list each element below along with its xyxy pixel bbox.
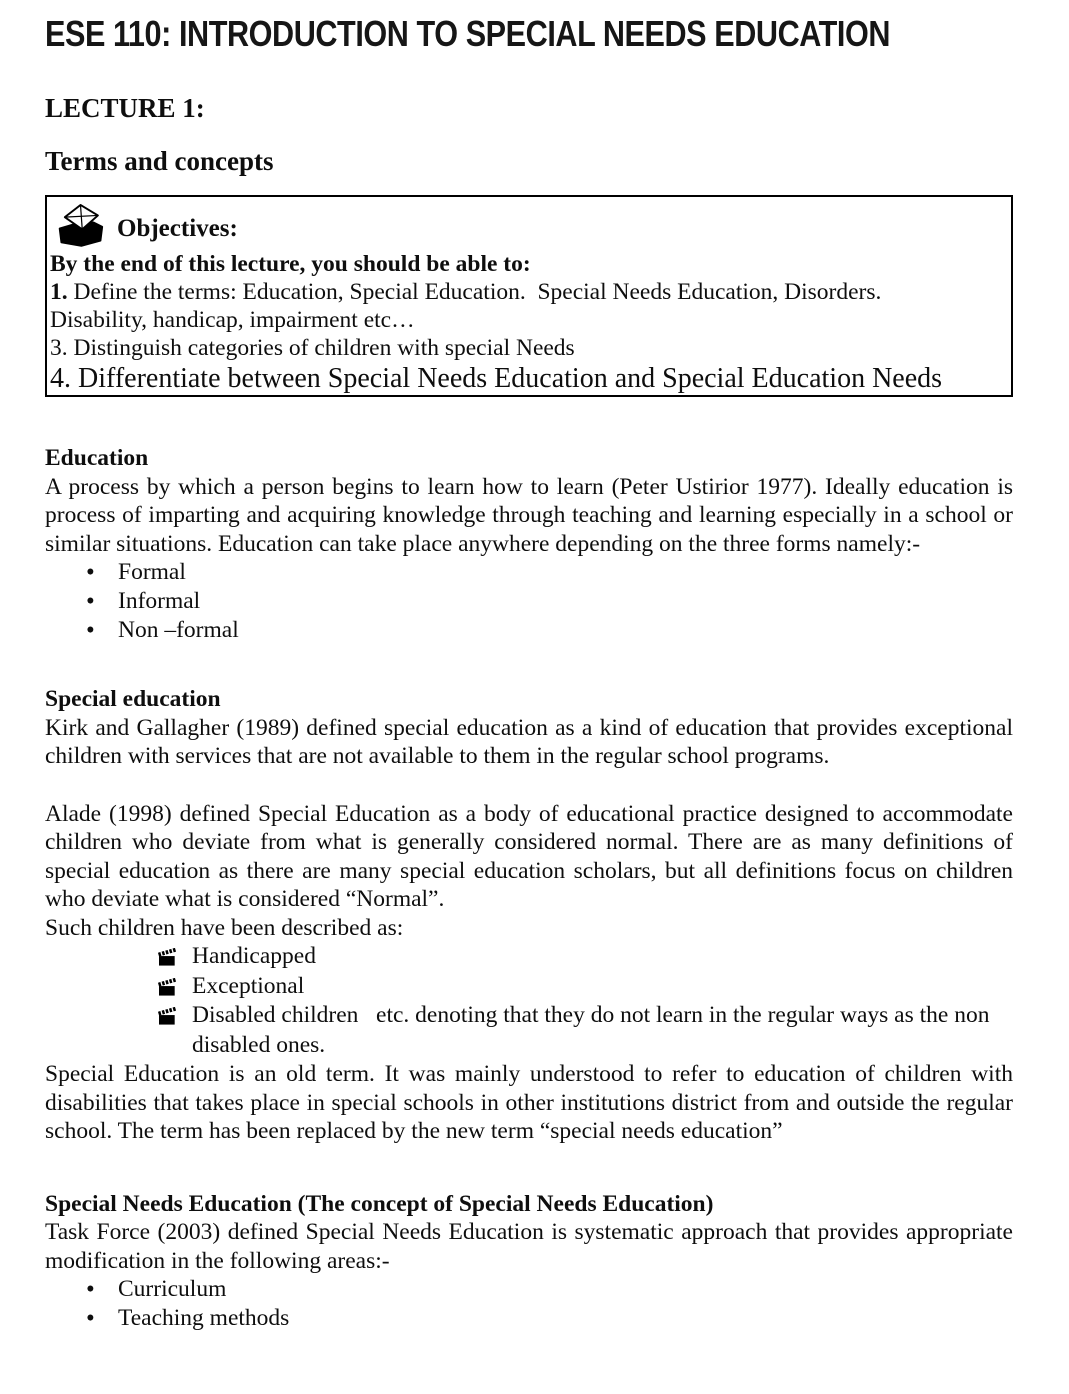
- objective-item: [50, 278, 1007, 306]
- objective-item: 4. Differentiate between Special Needs Education and Special Education Needs: [50, 363, 943, 394]
- list-item: [45, 1304, 1013, 1333]
- special-education-paragraph-2: Alade (1998) defined Special Education as a body of educational practice designed to accommodate children who deviate from what is generally considered normal. There are as many definitions of special education as there are many special education scholars, but all definitions focus on children who deviate what is considered “Normal”.: [45, 800, 1013, 912]
- list-item-label: Disabled children etc. denoting that they do not learn in the regular ways as the non disabled ones.: [192, 1002, 996, 1058]
- objective-number: 1.: [50, 279, 68, 305]
- special-needs-education-paragraph: Task Force (2003) defined Special Needs Education is systematic approach that provides appropriate modification in the following areas:-: [45, 1219, 1013, 1274]
- list-item-label: Handicapped: [192, 943, 316, 969]
- list-item: [45, 972, 1013, 1002]
- list-item-label: Exceptional: [192, 972, 305, 999]
- special-education-paragraph-1: Kirk and Gallagher (1989) defined special education as a kind of education that provides exceptional children with services that are not available to them in the regular school programs.: [45, 714, 1013, 769]
- list-item: [45, 587, 1013, 616]
- objectives-heading: Objectives:: [117, 214, 238, 242]
- ballot-box-icon: [57, 203, 104, 247]
- clapperboard-icon: [158, 1007, 179, 1026]
- lecture-heading: LECTURE 1:: [45, 93, 205, 123]
- section-special-needs-education: [45, 1190, 1013, 1334]
- bullet-icon: •: [86, 559, 95, 586]
- section-special-education: [45, 685, 1013, 1146]
- list-item-label: Informal: [118, 588, 201, 614]
- list-item-label: Curriculum: [118, 1276, 227, 1302]
- list-item: [45, 1001, 1013, 1060]
- objectives-box: [45, 195, 1013, 397]
- bullet-icon: •: [86, 617, 95, 644]
- list-item-label: Teaching methods: [118, 1305, 290, 1331]
- clapperboard-icon: [158, 948, 179, 967]
- objective-item: 3. Distinguish categories of children with special Needs: [50, 335, 575, 361]
- education-heading: Education: [45, 445, 149, 471]
- special-needs-education-heading: Special Needs Education (The concept of Special Needs Education): [45, 1190, 714, 1217]
- bullet-icon: •: [86, 1276, 95, 1303]
- objectives-intro: By the end of this lecture, you should be able to:: [50, 251, 531, 277]
- bullet-icon: •: [86, 1305, 95, 1332]
- list-item: [45, 942, 1013, 972]
- clapperboard-icon: [158, 978, 179, 997]
- terms-and-concepts-heading: Terms and concepts: [45, 146, 274, 176]
- list-item-label: Formal: [118, 559, 186, 585]
- list-item: [45, 1275, 1013, 1304]
- list-item: [45, 558, 1013, 587]
- described-as-intro: Such children have been described as:: [45, 914, 404, 941]
- bullet-icon: •: [86, 588, 95, 615]
- education-paragraph: A process by which a person begins to learn how to learn (Peter Ustirior 1977). Ideally education is process of imparting and acquiring knowledge through teaching and learning especially in a school or similar situations. Education can take place anywhere depending on the three forms namely:-: [45, 473, 1013, 557]
- list-item-label: Non –formal: [118, 617, 239, 643]
- section-education: [45, 444, 1013, 645]
- page-title: ESE 110: INTRODUCTION TO SPECIAL NEEDS EDUCATION: [45, 13, 891, 54]
- objective-item: Disability, handicap, impairment etc…: [50, 307, 415, 333]
- special-education-heading: Special education: [45, 686, 221, 712]
- objective-text: Define the terms: Education, Special Education. Special Needs Education, Disorders.: [67, 279, 882, 305]
- list-item: [45, 616, 1013, 645]
- special-education-paragraph-3: Special Education is an old term. It was mainly understood to refer to education of children with disabilities that takes place in special schools in other institutions district from and outside the regular school. The term has been replaced by the new term “special needs education”: [45, 1061, 1013, 1144]
- objectives-header: [50, 199, 1007, 250]
